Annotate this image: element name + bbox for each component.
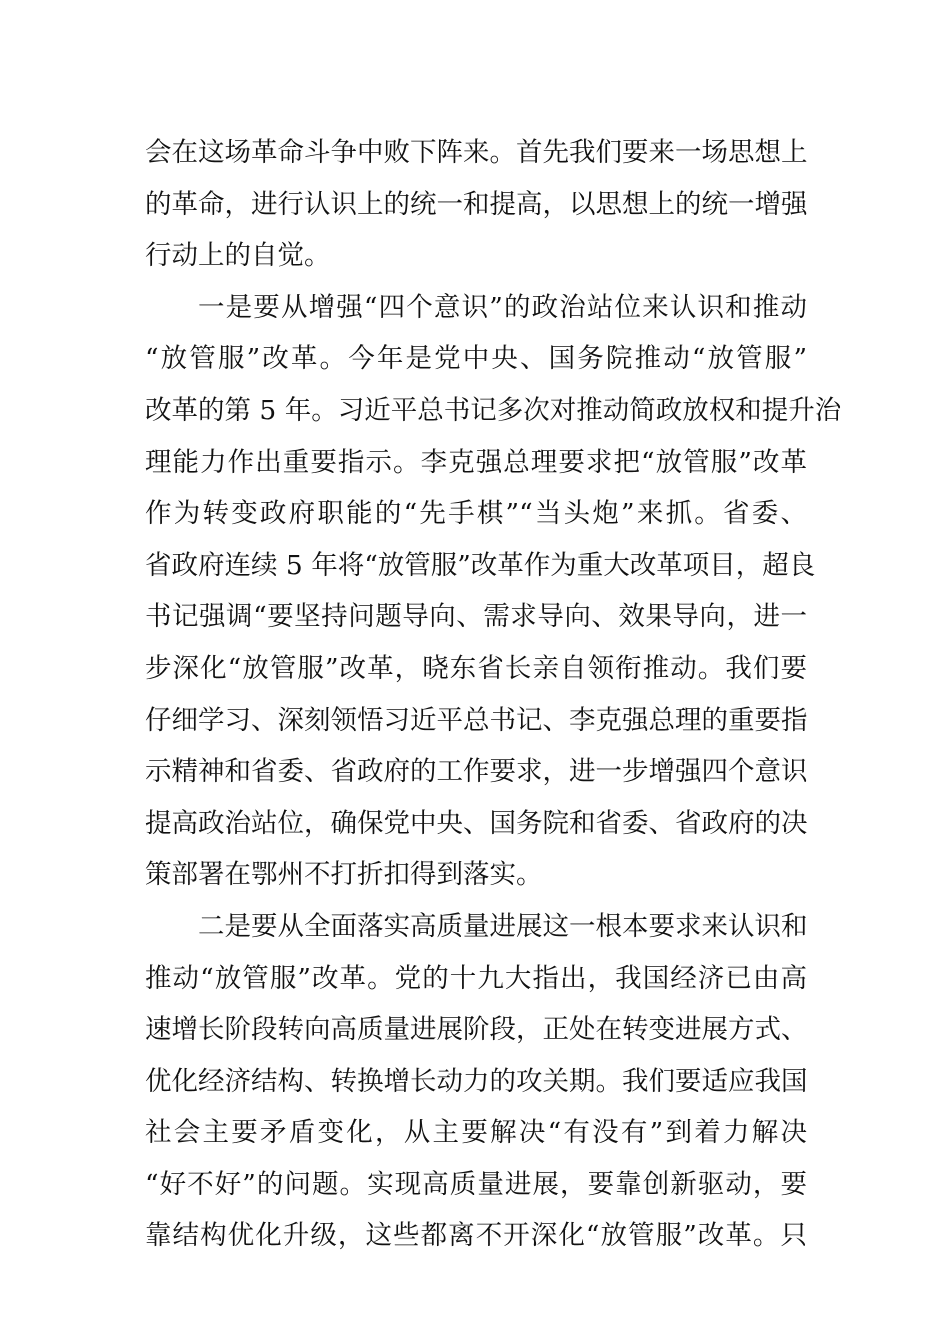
text-line: 示精神和省委、省政府的工作要求，进一步增强四个意识 [145,756,808,788]
text-line: 优化经济结构、转换增长动力的攻关期。我们要适应我国 [145,1065,808,1097]
text-line: “好不好”的问题。实现高质量进展，要靠创新驱动，要 [145,1168,807,1200]
text-line: 的革命，进行认识上的统一和提高，以思想上的统一增强 [145,188,808,220]
text-line: 速增长阶段转向高质量进展阶段，正处在转变进展方式、 [145,1014,808,1046]
text-line: “放管服”改革。今年是党中央、国务院推动“放管服” [145,343,807,375]
text-line: 书记强调“要坚持问题导向、需求导向、效果导向，进一 [145,601,807,633]
text-line: 会在这场革命斗争中败下阵来。首先我们要来一场思想上 [145,137,808,168]
text-line: 行动上的自觉。 [145,240,331,272]
text-line: 靠结构优化升级，这些都离不开深化“放管服”改革。只 [145,1220,807,1252]
text-line: 社会主要矛盾变化，从主要解决“有没有”到着力解决 [145,1117,807,1149]
text-line: 二是要从全面落实高质量进展这一根本要求来认识和 [198,910,808,942]
text-line: 仔细学习、深刻领悟习近平总书记、李克强总理的重要指 [145,704,808,736]
text-line: 作为转变政府职能的“先手棋”“当头炮”来抓。省委、 [145,498,807,530]
document-body [145,127,842,1262]
text-line: 步深化“放管服”改革，晓东省长亲自领衔推动。我们要 [145,652,807,684]
text-line: 一是要从增强“四个意识”的政治站位来认识和推动 [198,291,807,323]
text-line: 策部署在鄂州不打折扣得到落实。 [145,859,543,891]
text-line: 改革的第 5 年。习近平总书记多次对推动简政放权和提升治 [145,394,842,426]
text-line: 省政府连续 5 年将“放管服”改革作为重大改革项目，超良 [145,549,816,581]
text-line: 推动“放管服”改革。党的十九大指出，我国经济已由高 [145,962,807,994]
text-line: 理能力作出重要指示。李克强总理要求把“放管服”改革 [145,446,807,478]
text-line: 提高政治站位，确保党中央、国务院和省委、省政府的决 [145,807,808,839]
